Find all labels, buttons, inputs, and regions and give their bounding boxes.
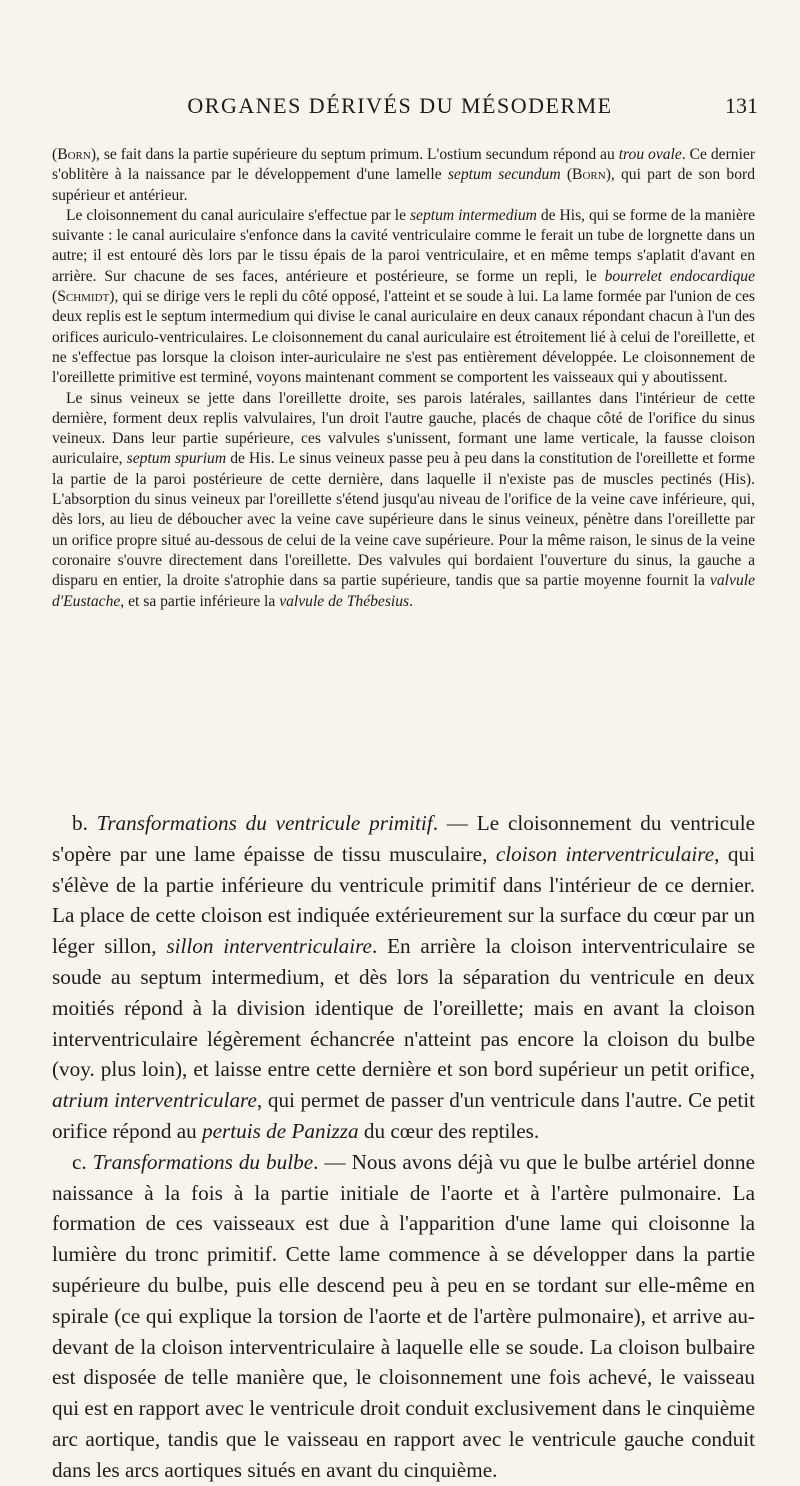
- text-run: (: [52, 146, 58, 163]
- small-print-section: [52, 145, 755, 612]
- italic-term: trou ovale: [618, 146, 682, 163]
- running-head: [0, 93, 800, 127]
- italic-term: Transformations du bulbe: [92, 1149, 314, 1174]
- text-run: , et sa partie inférieure la: [120, 592, 280, 610]
- italic-term: Transformations du ventricule primitif: [96, 811, 433, 835]
- text-run: b.: [72, 811, 97, 835]
- italic-term: septum secundum: [447, 166, 561, 184]
- text-run: . — Le cloisonnement du ventricule s'opère par une lame épaisse de tissu musculaire,: [52, 811, 756, 866]
- italic-term: valvule d'Eustache: [52, 572, 755, 610]
- text-run: .: [409, 592, 414, 610]
- italic-term: valvule de Thébesius: [279, 592, 410, 610]
- italic-term: atrium interventriculare: [52, 1088, 257, 1113]
- text-run: (: [52, 288, 58, 306]
- italic-term: cloison interventriculaire: [495, 841, 715, 866]
- text-run: . — Nous avons déjà vu que le bulbe artériel donne naissance à la fois à la partie initiale de l'aorte et à l'artère pulmonaire. La formation de ces vaisseaux est due à l'apparition d'une lame qui cloisonne la lumière du tronc primitif. Cette lame commence à se développer dans la partie supérieure du bulbe, puis elle descend peu à peu en se tordant sur elle-même en spirale (ce qui explique la torsion de l'aorte et de l'artère pulmonaire), et arrive au-devant de la cloison interventriculaire à laquelle elle se soude. La cloison bulbaire est disposée de telle manière que, le cloisonnement une fois achevé, le vaisseau qui est en rapport avec le ventricule droit conduit exclusivement dans le cinquième arc aortique, tandis que le vaisseau en rapport avec le ventricule gauche conduit dans les arcs aortiques situés en avant du cinquième.: [52, 1149, 755, 1482]
- text-run: (: [560, 166, 573, 184]
- italic-term: sillon interventriculaire: [166, 934, 372, 959]
- running-title: ORGANES DÉRIVÉS DU MÉSODERME: [187, 93, 613, 118]
- italic-term: septum spurium: [126, 450, 227, 468]
- text-run: c.: [72, 1149, 93, 1174]
- paragraph: [52, 206, 755, 389]
- text-run: . Ce dernier s'oblitère à la naissance par le développement d'une lamelle: [52, 146, 756, 184]
- italic-term: bourrelet endocardique: [604, 267, 755, 285]
- page-number: 131: [725, 93, 758, 118]
- paragraph-b: [52, 808, 755, 1147]
- paragraph-c: [52, 1147, 755, 1486]
- italic-term: pertuis de Panizza: [202, 1118, 359, 1143]
- main-text-section: [52, 808, 755, 1486]
- text-run: ), qui part de son bord supérieur et antérieur.: [52, 166, 756, 204]
- text-run: . En arrière la cloison interventriculaire se soude au septum intermedium, et dès lors la séparation du ventricule en deux moitiés répond à la division identique de l'oreillette; mais en avant la cloison interventriculaire légèrement échancrée n'atteint pas encore la cloison du bulbe (voy. plus loin), et laisse entre cette dernière et son bord supérieur un petit orifice,: [52, 934, 755, 1082]
- paragraph: [52, 145, 755, 206]
- text-run: , qui permet de passer d'un ventricule dans l'autre. Ce petit orifice répond au: [52, 1088, 755, 1143]
- text-run: , qui s'élève de la partie inférieure du ventricule primitif dans l'intérieur de ce dernier. La place de cette cloison est indiquée extérieurement sur la surface du cœur par un léger sillon,: [52, 841, 755, 959]
- text-run: ), qui se dirige vers le repli du côté opposé, l'atteint et se soude à lui. La lame formée par l'union de ces deux replis est le septum intermedium qui divise le canal auriculaire en deux canaux répondant chacun à l'un des orifices auriculo-ventriculaires. Le cloisonnement du canal auriculaire est étroitement lié à celui de l'oreillette, et ne s'effectue pas lorsque la cloison inter-auriculaire ne s'est pas entièrement développée. Le cloisonnement de l'oreillette primitive est terminé, voyons maintenant comment se comportent les vaisseaux qui y aboutissent.: [52, 288, 755, 387]
- text-run: Le sinus veineux se jette dans l'oreillette droite, ses parois latérales, saillantes dans l'intérieur de cette dernière, forment deux replis valvulaires, l'un droit l'autre gauche, placés de chaque côté de l'orifice du sinus veineux. Dans leur partie supérieure, ces valvules s'unissent, formant une lame verticale, la fausse cloison auriculaire,: [52, 389, 755, 468]
- paragraph: [52, 389, 755, 612]
- text-run: de His, qui se forme de la manière suivante : le canal auriculaire s'enfonce dans la cavité ventriculaire comme le ferait un tube de lorgnette dans un autre; il est entouré dès lors par le tissu épais de la paroi ventriculaire, et en même temps s'aplatit d'avant en arrière. Sur chacune de ses faces, antérieure et postérieure, se forme un repli, le: [52, 206, 755, 285]
- author-name: Schmidt: [57, 288, 110, 306]
- text-run: ), se fait dans la partie supérieure du septum primum. L'ostium secundum répond au: [90, 146, 619, 163]
- text-run: Le cloisonnement du canal auriculaire s'effectue par le: [66, 206, 410, 224]
- author-name: Born: [572, 166, 606, 184]
- text-run: du cœur des reptiles.: [358, 1118, 540, 1143]
- author-name: Born: [57, 146, 91, 163]
- italic-term: septum intermedium: [409, 206, 537, 224]
- text-run: de His. Le sinus veineux passe peu à peu dans la constitution de l'oreillette et forme la partie de la paroi postérieure de cette dernière, dans laquelle il n'existe pas de muscles pectinés (His). L'absorption du sinus veineux par l'oreillette s'étend jusqu'au niveau de l'orifice de la veine cave inférieure, qui, dès lors, au lieu de déboucher avec la veine cave supérieure dans le sinus veineux, pénètre dans l'oreillette par un orifice propre situé au-dessous de celui de la veine cave supérieure. Pour la même raison, le sinus de la veine coronaire s'ouvre directement dans l'oreillette. Des valvules qui bordaient l'ouverture du sinus, la gauche a disparu en entier, la droite s'atrophie dans sa partie supérieure, tandis que sa partie moyenne fournit la: [52, 450, 755, 590]
